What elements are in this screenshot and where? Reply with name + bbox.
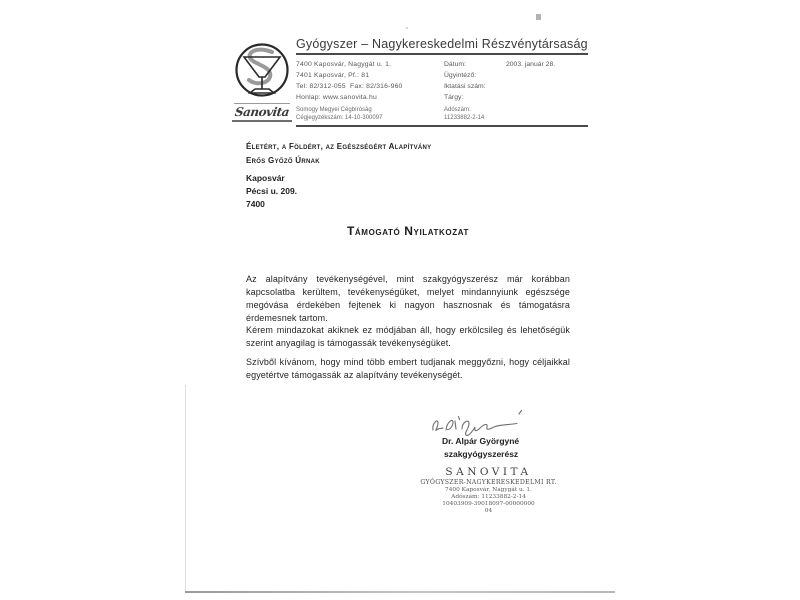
company-address-line: 7400 Kaposvár, Nagygát u. 1.: [296, 61, 392, 68]
meta-label: Dátum:: [444, 61, 466, 68]
body-paragraph: Szívből kívánom, hogy mind több embert tudjanak meggyőzni, hogy céljaikkal egyetértve támogassák az alapítvány tevékenységét.: [246, 357, 570, 380]
meta-field-clerk: [444, 70, 588, 81]
recipient-city: Kaposvár: [246, 173, 285, 183]
tax-number-label: Adószám:: [444, 107, 471, 113]
meta-value: [506, 70, 588, 81]
company-registry: Cégjegyzékszám: 14-10-300097: [296, 114, 383, 121]
stamp-account-number: 10403909-39018097-00000000: [442, 501, 535, 507]
page-edge: [185, 591, 615, 593]
meta-label: Ügyintéző:: [444, 72, 477, 79]
recipient-zip: 7400: [246, 199, 265, 209]
meta-field-subject: [444, 92, 588, 103]
scan-artifact-speck: [536, 14, 541, 20]
page-edge: [185, 385, 186, 591]
company-phone-fax: Tel: 82/312-055 Fax: 82/316-960: [296, 83, 403, 90]
company-logo: [232, 42, 292, 122]
stamp-tax-number: Adószám: 11233882-2-14: [451, 494, 526, 500]
recipient-person: Erős Győző Úrnak: [246, 156, 320, 165]
company-court: Somogy Megyei Cégbíróság: [296, 107, 372, 113]
stamp-company: GYÓGYSZER-NAGYKERESKEDELMI RT.: [420, 479, 557, 486]
meta-label: Tárgy:: [444, 94, 464, 101]
letter-meta-block: [444, 59, 588, 122]
stamp-brand: SANOVITA: [445, 466, 532, 478]
scan-artifact-speck: [406, 27, 408, 29]
tax-number-value: 11233882-2-14: [444, 114, 485, 121]
meta-value: 2003. január 28.: [506, 61, 556, 68]
signer-name: Dr. Alpár Györgyné: [442, 436, 520, 446]
pharmacy-chalice-icon: [234, 42, 290, 100]
logo-divider: [232, 120, 292, 122]
company-address-line: 7401 Kaposvár, Pf.: 81: [296, 72, 370, 79]
recipient-block: [246, 140, 431, 211]
recipient-organization: Életért, a Földért, az Egészségért Alapítvány: [246, 142, 432, 151]
header-divider: [296, 53, 588, 55]
body-paragraph: Az alapítvány tevékenységével, mint szakgyógyszerész már korábban kapcsolatba kerültem, tevékenységüket, melyet mindannyiunk egészsége megóvása érdekében fejtenek ki nagyon hasznosnak és támogatásra érdemesnek tartom.: [246, 274, 570, 323]
document-title: Támogató Nyilatkozat: [347, 224, 469, 238]
brand-script: Sanovita: [234, 105, 290, 119]
letter-page: [185, 0, 615, 593]
meta-value: [506, 92, 588, 103]
meta-value: [506, 81, 588, 92]
company-contact-block: [296, 59, 444, 122]
letterhead: [296, 37, 588, 127]
company-stamp: [411, 466, 566, 515]
meta-field-date: [444, 59, 588, 70]
signer-title: szakgyógyszerész: [444, 449, 519, 459]
body-paragraph: Kérem mindazokat akiknek ez módjában áll, hogy erkölcsileg és lehetőségük szerint anyagilag is támogassák tevékenységüket.: [246, 325, 570, 348]
stamp-address: 7400 Kaposvár, Nagygát u. 1.: [445, 487, 532, 493]
company-title: Gyógyszer – Nagykereskedelmi Részvénytársaság: [296, 37, 588, 51]
logo-divider: [234, 103, 290, 104]
meta-field-file-number: [444, 81, 588, 92]
stamp-suffix: 04: [484, 508, 493, 514]
header-divider: [296, 125, 588, 127]
recipient-street: Pécsi u. 209.: [246, 186, 298, 196]
company-website: Honlap: www.sanovita.hu: [296, 94, 377, 101]
meta-label: Iktatási szám:: [444, 83, 486, 90]
